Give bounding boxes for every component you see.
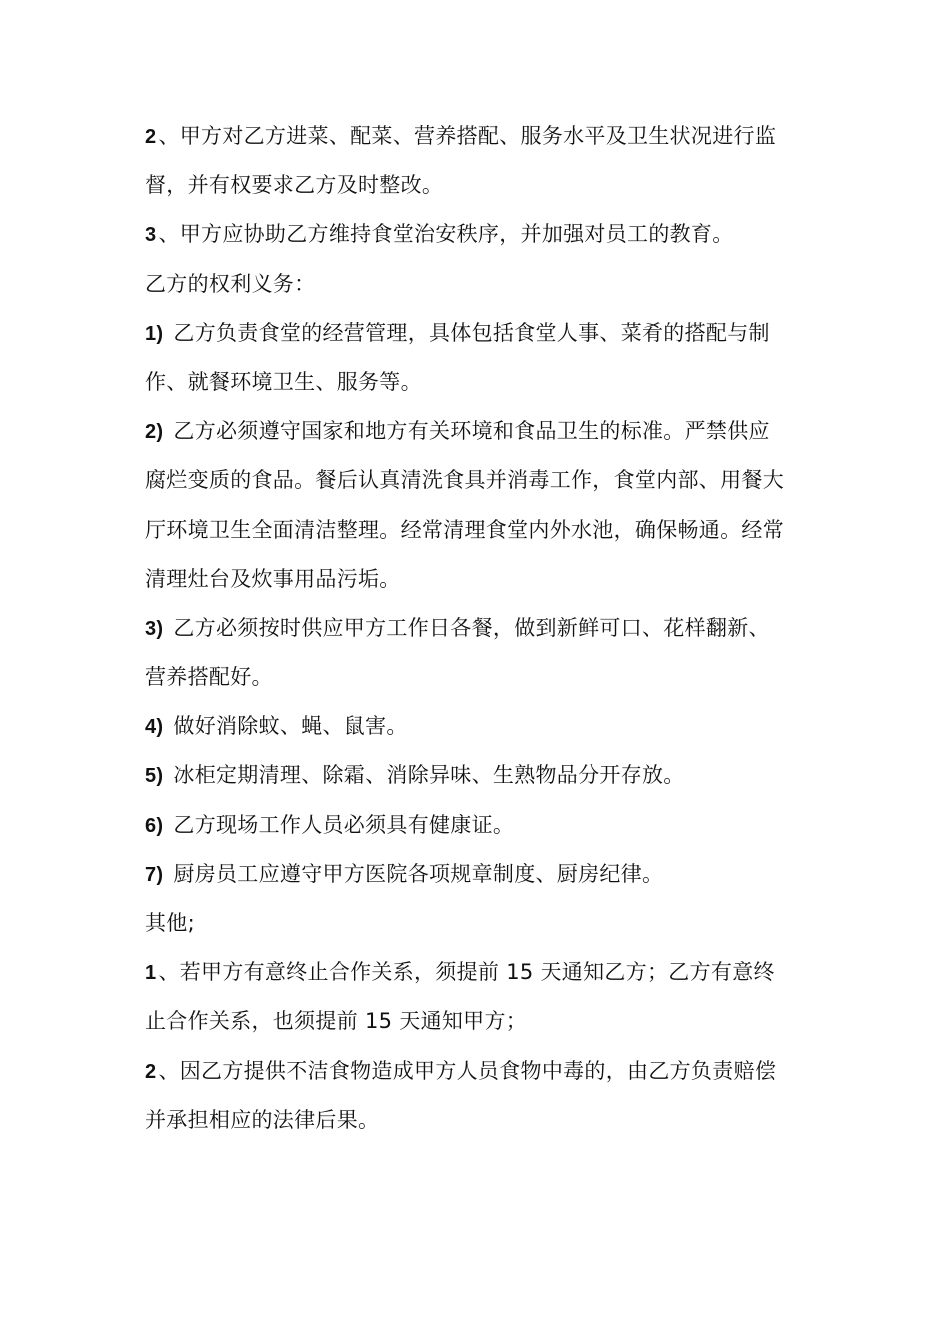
line-text: 清理灶台及炊事用品污垢。 <box>145 566 401 591</box>
text-line <box>145 555 815 604</box>
line-text: 、甲方应协助乙方维持食堂治安秩序，并加强对员工的教育。 <box>158 222 734 247</box>
line-text: 厨房员工应遵守甲方医院各项规章制度、厨房纪律。 <box>173 861 664 886</box>
text-line <box>145 653 815 702</box>
line-text: 乙方必须按时供应甲方工作日各餐，做到新鲜可口、花样翻新、 <box>173 615 770 640</box>
line-text: 乙方的权利义务： <box>145 271 316 296</box>
line-text: 止合作关系，也须提前 15 天通知甲方； <box>145 1009 528 1034</box>
text-line <box>145 801 815 850</box>
text-line <box>145 210 815 259</box>
line-text: 并承担相应的法律后果。 <box>145 1107 380 1132</box>
line-text: 营养搭配好。 <box>145 665 273 690</box>
document-body <box>145 112 815 1145</box>
line-text: 乙方负责食堂的经营管理，具体包括食堂人事、菜肴的搭配与制 <box>173 320 770 345</box>
text-line <box>145 1096 815 1145</box>
text-line <box>145 358 815 407</box>
section-heading <box>145 899 815 948</box>
section-heading <box>145 260 815 309</box>
clause-number: 1 <box>145 962 157 985</box>
clause-number: 3 <box>145 224 157 247</box>
line-text: 乙方必须遵守国家和地方有关环境和食品卫生的标准。严禁供应 <box>173 419 770 444</box>
text-line <box>145 309 815 358</box>
text-line <box>145 604 815 653</box>
text-line <box>145 112 815 161</box>
text-line <box>145 161 815 210</box>
item-number: 7) <box>145 863 164 886</box>
text-line <box>145 456 815 505</box>
clause-number: 2 <box>145 126 157 148</box>
item-number: 5) <box>145 765 164 788</box>
line-text: 作、就餐环境卫生、服务等。 <box>145 369 422 394</box>
item-number: 4) <box>145 716 164 739</box>
line-text: 、因乙方提供不洁食物造成甲方人员食物中毒的，由乙方负责赔偿 <box>158 1058 777 1083</box>
line-text: 、若甲方有意终止合作关系，须提前 15 天通知乙方；乙方有意终 <box>158 960 775 985</box>
line-text: 、甲方对乙方进菜、配菜、营养搭配、服务水平及卫生状况进行监 <box>158 124 777 148</box>
line-text: 其他; <box>145 911 195 935</box>
text-line <box>145 1047 815 1096</box>
line-text: 厅环境卫生全面清洁整理。经常清理食堂内外水池，确保畅通。经常 <box>145 517 784 542</box>
item-number: 2) <box>145 421 164 444</box>
text-line <box>145 751 815 800</box>
line-text: 乙方现场工作人员必须具有健康证。 <box>173 812 515 837</box>
text-line <box>145 997 815 1046</box>
line-text: 腐烂变质的食品。餐后认真清洗食具并消毒工作，食堂内部、用餐大 <box>145 468 784 493</box>
item-number: 1) <box>145 322 164 345</box>
line-text: 做好消除蚊、蝇、鼠害。 <box>173 714 408 739</box>
item-number: 6) <box>145 814 164 837</box>
item-number: 3) <box>145 617 164 640</box>
text-line <box>145 702 815 751</box>
text-line <box>145 407 815 456</box>
text-line <box>145 506 815 555</box>
line-text: 冰柜定期清理、除霜、消除异味、生熟物品分开存放。 <box>173 763 685 788</box>
line-text: 督，并有权要求乙方及时整改。 <box>145 173 444 198</box>
text-line <box>145 850 815 899</box>
clause-number: 2 <box>145 1060 157 1083</box>
text-line <box>145 948 815 997</box>
